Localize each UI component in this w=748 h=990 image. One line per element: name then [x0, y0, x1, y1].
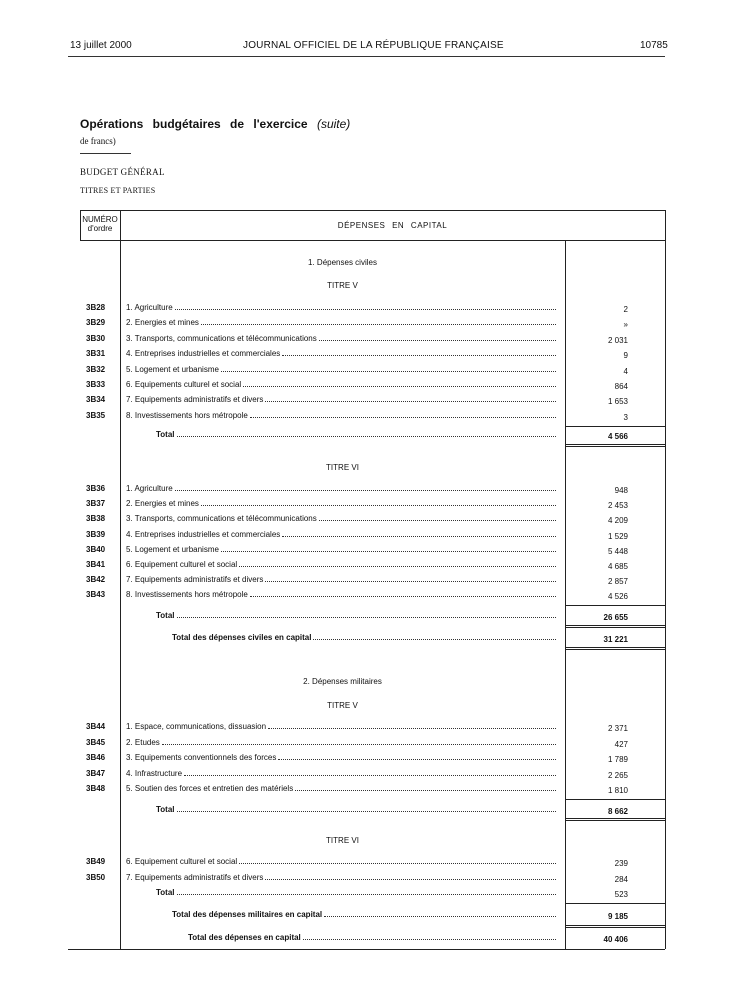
- row-label: [126, 334, 556, 343]
- leader-dots: [295, 784, 556, 791]
- row-label: [126, 753, 556, 762]
- civil-titre-vi-total-label: Total: [156, 611, 556, 620]
- row-label-text: 5. Logement et urbanisme: [126, 544, 219, 554]
- row-value: 4 685: [607, 562, 628, 571]
- row-label: [126, 530, 556, 539]
- row-code: 3B34: [86, 395, 106, 405]
- leader-dots: [282, 349, 556, 356]
- total-rule-bottom: [565, 625, 665, 626]
- row-label: [126, 857, 556, 866]
- row-label-text: 8. Investissements hors métropole: [126, 410, 248, 420]
- section-heading-military: 2. Dépenses militaires: [303, 677, 382, 686]
- military-grand-total-label: Total des dépenses militaires en capital: [172, 910, 556, 919]
- row-label: [126, 380, 556, 389]
- total-rule-top: [565, 799, 665, 800]
- row-value: 2: [623, 305, 628, 314]
- titre-v-military: TITRE V: [327, 701, 358, 710]
- table-bottom-rule: [68, 949, 665, 950]
- titre-v-civil: TITRE V: [327, 281, 358, 290]
- row-value: 4: [623, 366, 628, 376]
- row-label-text: 1. Agriculture: [126, 484, 173, 493]
- leader-dots: [265, 395, 556, 402]
- civil-grand-total-label: Total des dépenses civiles en capital: [172, 633, 556, 642]
- leader-dots: [250, 411, 556, 418]
- row-code: 3B31: [86, 349, 106, 359]
- row-value: 2 031: [607, 335, 628, 345]
- total-rule-bottom-2: [565, 446, 665, 447]
- row-code: 3B50: [86, 873, 106, 882]
- row-label-text: 1. Agriculture: [126, 303, 173, 312]
- row-label: [126, 318, 556, 327]
- leader-dots: [221, 545, 556, 552]
- row-value: 3: [623, 412, 628, 422]
- document-title-main: Opérations budgétaires de l'exercice: [80, 117, 308, 131]
- row-label: [126, 769, 556, 778]
- total-rule-top: [565, 426, 665, 427]
- civil-titre-vi-total-value: 26 655: [603, 613, 628, 622]
- row-label: [126, 395, 556, 404]
- row-label-text: 6. Equipements culturel et social: [126, 380, 242, 389]
- leader-dots: [201, 499, 556, 506]
- civil-titre-v-total-label: Total: [156, 430, 556, 439]
- row-label-text: 7. Equipements administratifs et divers: [126, 395, 264, 405]
- row-label-text: 4. Entreprises industrielles et commerciales: [126, 529, 281, 539]
- total-rule-bottom: [565, 818, 665, 819]
- row-code: 3B33: [86, 380, 106, 389]
- row-code: 3B32: [86, 364, 106, 374]
- row-label-text: 7. Equipements administratifs et divers: [126, 575, 264, 585]
- leader-dots: [184, 769, 556, 776]
- budget-label: BUDGET GÉNÉRAL: [80, 167, 165, 177]
- column-header-numero: [80, 215, 120, 233]
- leader-dots: [319, 514, 556, 521]
- row-code: 3B47: [86, 768, 106, 778]
- row-code: 3B37: [86, 499, 106, 509]
- row-label-text: 7. Equipements administratifs et divers: [126, 873, 264, 882]
- leader-dots: [265, 873, 556, 880]
- row-label-text: 5. Logement et urbanisme: [126, 364, 219, 374]
- row-value: 5 448: [607, 546, 628, 556]
- row-label: [126, 784, 556, 793]
- leader-dots: [175, 484, 556, 491]
- row-label-text: 4. Entreprises industrielles et commerciales: [126, 349, 281, 359]
- row-label-text: 4. Infrastructure: [126, 768, 183, 778]
- overall-total-label: Total des dépenses en capital: [188, 933, 556, 942]
- row-label-text: 3. Transports, communications et télécommunications: [126, 333, 317, 343]
- unit-note: de francs): [80, 136, 116, 146]
- leader-dots: [282, 530, 556, 537]
- total-rule-bottom: [565, 444, 665, 445]
- grand-total-rule-2: [565, 927, 665, 928]
- leader-dots: [268, 722, 556, 729]
- total-rule-bottom-2: [565, 627, 665, 628]
- row-value: »: [623, 320, 628, 330]
- row-label: [126, 484, 556, 493]
- total-rule-top: [565, 605, 665, 606]
- row-label-text: 6. Equipement culturel et social: [126, 857, 238, 866]
- grand-total-rule: [565, 925, 665, 926]
- row-label-text: 1. Espace, communications, dissuasion: [126, 722, 267, 731]
- row-value: 239: [614, 859, 628, 868]
- military-titre-v-total-value: 8 662: [607, 807, 628, 816]
- row-label-text: 6. Equipement culturel et social: [126, 560, 238, 569]
- row-value: 948: [614, 486, 628, 495]
- titre-vi-civil: TITRE VI: [326, 463, 359, 472]
- short-rule: [80, 153, 131, 154]
- row-label: [126, 514, 556, 523]
- header-rule: [68, 56, 665, 57]
- leader-dots: [239, 560, 556, 567]
- row-label: [126, 873, 556, 882]
- row-code: 3B49: [86, 857, 106, 866]
- row-code: 3B29: [86, 318, 106, 328]
- total-rule-bottom-2: [565, 820, 665, 821]
- leader-dots: [278, 753, 556, 760]
- grand-total-rule: [565, 647, 665, 648]
- row-label: [126, 365, 556, 374]
- row-value: 1 810: [607, 786, 628, 795]
- military-grand-total-value: 9 185: [607, 912, 628, 921]
- military-titre-vi-total-value: 523: [614, 890, 628, 899]
- row-value: 1 789: [607, 755, 628, 764]
- total-rule-top: [565, 903, 665, 904]
- row-label: [126, 499, 556, 508]
- leader-dots: [221, 365, 556, 372]
- leader-dots: [175, 303, 556, 310]
- row-code: 3B40: [86, 544, 106, 554]
- row-value: 2 857: [607, 577, 628, 587]
- overall-total-value: 40 406: [603, 935, 628, 944]
- column-header-numero-line2: d'ordre: [87, 224, 113, 233]
- row-value: 2 453: [607, 501, 628, 511]
- row-label: [126, 545, 556, 554]
- row-value: 284: [614, 875, 628, 884]
- row-label: [126, 738, 556, 747]
- row-code: 3B41: [86, 560, 106, 569]
- row-label: [126, 575, 556, 584]
- row-value: 9: [623, 351, 628, 361]
- row-code: 3B30: [86, 333, 106, 343]
- row-label: [126, 722, 556, 731]
- leader-dots: [243, 380, 556, 387]
- table-header-rule: [80, 240, 665, 241]
- row-label: [126, 411, 556, 420]
- military-titre-vi-total-label: Total: [156, 888, 556, 897]
- row-code: 3B36: [86, 484, 106, 493]
- civil-titre-v-total-value: 4 566: [607, 432, 628, 441]
- leader-dots: [265, 575, 556, 582]
- row-label-text: 2. Etudes: [126, 737, 160, 747]
- row-code: 3B42: [86, 575, 106, 585]
- row-code: 3B48: [86, 784, 106, 793]
- row-label-text: 8. Investissements hors métropole: [126, 590, 248, 600]
- leader-dots: [250, 590, 556, 597]
- row-value: 4 526: [607, 592, 628, 602]
- table-right-border: [665, 210, 666, 949]
- military-titre-v-total-label: Total: [156, 805, 556, 814]
- section-heading-civil: 1. Dépenses civiles: [308, 258, 377, 267]
- row-code: 3B38: [86, 514, 106, 524]
- row-label: [126, 303, 556, 312]
- row-label-text: 2. Energies et mines: [126, 499, 199, 509]
- page-number: 10785: [640, 40, 668, 51]
- row-value: 1 529: [607, 531, 628, 541]
- row-label: [126, 590, 556, 599]
- row-label: [126, 560, 556, 569]
- row-value: 1 653: [607, 397, 628, 407]
- row-code: 3B44: [86, 722, 106, 731]
- document-title-suffix: (suite): [316, 117, 351, 131]
- row-code: 3B45: [86, 737, 106, 747]
- titres-label: TITRES ET PARTIES: [80, 186, 156, 195]
- leader-dots: [239, 857, 556, 864]
- titre-vi-military: TITRE VI: [326, 836, 359, 845]
- row-code: 3B46: [86, 753, 106, 762]
- leader-dots: [162, 738, 556, 745]
- leader-dots: [201, 318, 556, 325]
- row-label: [126, 349, 556, 358]
- civil-grand-total-value: 31 221: [603, 635, 628, 644]
- row-label-text: 3. Transports, communications et télécommunications: [126, 514, 317, 524]
- row-label-text: 2. Energies et mines: [126, 318, 199, 328]
- row-code: 3B43: [86, 590, 106, 600]
- document-title: [80, 117, 350, 131]
- row-value: 4 209: [607, 516, 628, 526]
- row-code: 3B39: [86, 529, 106, 539]
- leader-dots: [319, 334, 556, 341]
- journal-title: JOURNAL OFFICIEL DE LA RÉPUBLIQUE FRANÇAISE: [243, 40, 504, 51]
- table-top-border: [80, 210, 665, 211]
- grand-total-rule-2: [565, 649, 665, 650]
- page-date: 13 juillet 2000: [70, 40, 132, 51]
- row-value: 864: [614, 382, 628, 391]
- row-value: 427: [614, 739, 628, 749]
- row-value: 2 371: [607, 724, 628, 733]
- row-code: 3B35: [86, 410, 106, 420]
- row-label-text: 5. Soutien des forces et entretien des matériels: [126, 784, 294, 793]
- column-header-numero-line1: NUMÉRO: [82, 215, 118, 224]
- row-code: 3B28: [86, 303, 106, 312]
- row-label-text: 3. Equipements conventionnels des forces: [126, 753, 277, 762]
- column-header-depenses: DÉPENSES EN CAPITAL: [337, 221, 448, 230]
- row-value: 2 265: [607, 770, 628, 780]
